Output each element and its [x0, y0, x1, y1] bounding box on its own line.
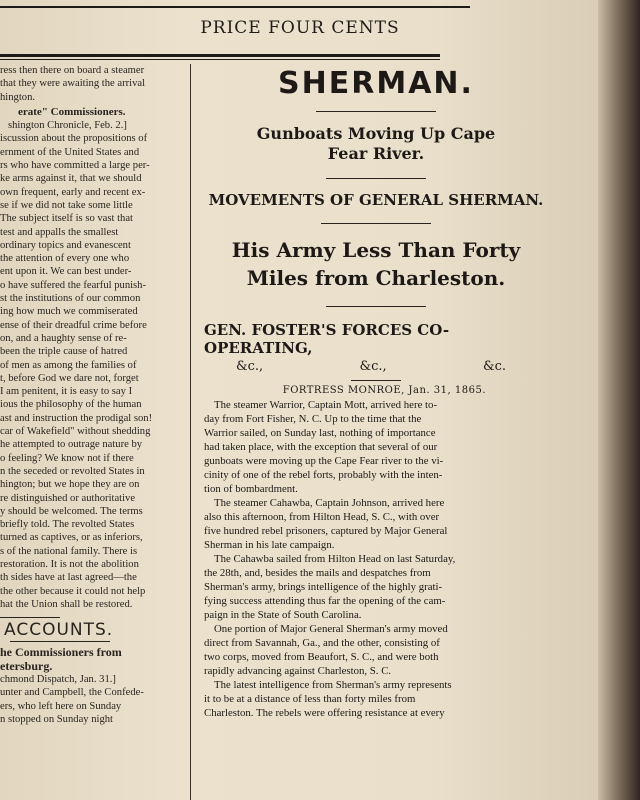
- left-lines-b: [0, 132, 186, 611]
- left-text-line: I am penitent, it is easy to say I: [0, 386, 133, 398]
- body-text-line: The steamer Warrior, Captain Mott, arrived here to-: [214, 399, 438, 411]
- left-text-line: the attention of every one who: [0, 253, 130, 265]
- left-text-line: unter and Campbell, the Confede-: [0, 687, 144, 699]
- left-text-line: ordinary topics and evanescent: [0, 239, 131, 251]
- left-lines-c: [0, 673, 186, 726]
- left-text-line: o feeling? We know not if there: [0, 452, 134, 464]
- etc-1: &c.,: [236, 359, 264, 374]
- subhead-gunboats-2: Fear River.: [327, 144, 425, 163]
- left-lines-a: [0, 64, 186, 104]
- masthead-rule: [0, 54, 440, 57]
- etc-row: [196, 359, 556, 374]
- left-text-line: se if we did not take some little: [0, 199, 133, 211]
- headline-rule: [316, 111, 436, 112]
- body-text-line: tion of bombardment.: [204, 483, 298, 495]
- left-text-line: ke arms against it, that we should: [0, 173, 142, 185]
- subhead-rule-1: [326, 178, 426, 179]
- subhead-rule-3: [326, 306, 426, 307]
- left-dateline: shington Chronicle, Feb. 2.]: [8, 120, 127, 132]
- subhead-movements: MOVEMENTS OF GENERAL SHERMAN.: [208, 191, 544, 209]
- left-text-line: ernment of the United States and: [0, 146, 140, 158]
- left-text-line: n stopped on Sunday night: [0, 713, 113, 725]
- left-text-line: n the seceded or revolted States in: [0, 465, 145, 477]
- body-text-line: it to be at a distance of less than forty miles from: [204, 693, 416, 705]
- left-text-line: hington.: [0, 91, 36, 103]
- paragraph-5: [204, 678, 550, 720]
- left-text-line: rs who have committed a large per-: [0, 160, 150, 172]
- body-text-line: day from Fort Fisher, N. C. Up to the time that the: [204, 413, 422, 425]
- left-text-line: own frequent, early and recent ex-: [0, 186, 146, 198]
- article-body: [196, 398, 556, 720]
- left-text-line: car of Wakefield" without shedding: [0, 426, 151, 438]
- top-rule: [0, 6, 470, 8]
- left-text-line: ent upon it. We can best under-: [0, 266, 132, 278]
- left-text-line: y should be welcomed. The terms: [0, 505, 143, 517]
- left-text-line: re distinguished or authoritative: [0, 492, 136, 504]
- left-subhead-2: etersburg.: [0, 658, 53, 673]
- body-text-line: had taken place, with the exception that several of our: [204, 441, 438, 453]
- left-text-line: chmond Dispatch, Jan. 31.]: [0, 674, 116, 686]
- left-text-line: been the triple cause of hatred: [0, 346, 128, 358]
- left-text-line: th sides have at last agreed—the: [0, 572, 137, 584]
- left-column: [0, 64, 186, 800]
- left-text-line: of men as among the families of: [0, 359, 137, 371]
- body-text-line: The latest intelligence from Sherman's army represents: [214, 679, 452, 691]
- left-text-line: he attempted to outrage nature by: [0, 439, 143, 451]
- subhead-rule-2: [321, 223, 431, 224]
- left-text-line: ress then there on board a steamer: [0, 65, 145, 76]
- left-text-line: on, and a haughty sense of re-: [0, 332, 127, 344]
- left-text-line: the other because it could not help: [0, 585, 146, 597]
- subhead-foster: GEN. FOSTER'S FORCES CO-OPERATING,: [204, 321, 450, 357]
- page-edge-shadow: [598, 0, 640, 800]
- left-text-line: iscussion about the propositions of: [0, 133, 148, 145]
- body-text-line: The Cahawba sailed from Hilton Head on last Saturday,: [214, 553, 456, 565]
- subhead-army-1: His Army Less Than Forty: [231, 238, 521, 262]
- left-text-line: that they were awaiting the arrival: [0, 78, 146, 90]
- left-text-line: ast and instruction the prodigal son!: [0, 412, 153, 424]
- body-text-line: direct from Savannah, Ga., and the other, consisting of: [204, 637, 440, 649]
- etc-3: &c.: [483, 359, 506, 374]
- subhead-rule-4: [351, 380, 401, 381]
- column-divider: [190, 64, 191, 800]
- paragraph-1: [204, 398, 550, 496]
- body-text-line: The steamer Cahawba, Captain Johnson, arrived here: [214, 497, 445, 509]
- left-text-line: restoration. It is not the abolition: [0, 558, 139, 570]
- paragraph-3: [204, 552, 550, 622]
- left-text-line: hington; but we hope they are on: [0, 479, 140, 491]
- left-text-line: ious the philosophy of the human: [0, 399, 142, 411]
- left-text-line: t, before God we dare not, forget: [0, 372, 139, 384]
- paragraph-2: [204, 496, 550, 552]
- body-text-line: the 28th, and, besides the mails and despatches from: [204, 567, 431, 579]
- left-text-line: ense of their dreadful crime before: [0, 319, 147, 331]
- body-text-line: Charleston. The rebels were offering resistance at every: [204, 707, 445, 719]
- left-text-line: The subject itself is so vast that: [0, 213, 133, 225]
- body-text-line: One portion of Major General Sherman's army moved: [214, 623, 448, 635]
- masthead-price: PRICE FOUR CENTS: [200, 18, 400, 38]
- body-text-line: Sherman's army, brings intelligence of the highly grati-: [204, 581, 443, 593]
- left-text-line: o have suffered the fearful punish-: [0, 279, 147, 291]
- body-text-line: two corps, moved from Beaufort, S. C., and were both: [204, 651, 439, 663]
- left-text-line: briefly told. The revolted States: [0, 519, 135, 531]
- left-text-line: s of the national family. There is: [0, 545, 138, 557]
- body-text-line: fying success attending thus far the opening of the cam-: [204, 595, 446, 607]
- body-text-line: paign in the State of South Carolina.: [204, 609, 362, 621]
- main-column: [196, 60, 556, 800]
- left-subhead-1: he Commissioners from: [0, 645, 122, 660]
- subhead-gunboats-1: Gunboats Moving Up Cape: [256, 124, 496, 143]
- left-rule-2: [10, 641, 110, 642]
- body-text-line: rapidly advancing against Charleston, S. C.: [204, 665, 392, 677]
- body-text-line: gunboats were moving up the Cape Fear river to the vi-: [204, 455, 444, 467]
- left-text-line: hat the Union shall be restored.: [0, 598, 133, 610]
- accounts-heading: ACCOUNTS.: [4, 620, 114, 641]
- paragraph-4: [204, 622, 550, 678]
- left-rule: [0, 617, 60, 618]
- left-text-line: ers, who left here on Sunday: [0, 700, 122, 712]
- left-text-line: st the institutions of our common: [0, 293, 141, 305]
- left-section-head: erate" Commissioners.: [18, 105, 126, 118]
- article-dateline: FORTRESS MONROE, Jan. 31, 1865.: [282, 385, 486, 396]
- left-text-line: test and appalls the smallest: [0, 226, 119, 238]
- body-text-line: Sherman in his late campaign.: [204, 539, 335, 551]
- body-text-line: cinity of one of the rebel forts, probably with the inten-: [204, 469, 443, 481]
- etc-2: &c.,: [359, 359, 387, 374]
- left-text-line: ing how much we commiserated: [0, 306, 138, 318]
- body-text-line: five hundred rebel prisoners, captured by Major General: [204, 525, 448, 537]
- subhead-army-2: Miles from Charleston.: [246, 266, 506, 290]
- left-text-line: turned as captives, or as inferiors,: [0, 532, 143, 544]
- body-text-line: also this afternoon, from Hilton Head, S. C., with over: [204, 511, 440, 523]
- body-text-line: Warrior sailed, on Sunday last, nothing of importance: [204, 427, 436, 439]
- headline: SHERMAN.: [278, 66, 474, 101]
